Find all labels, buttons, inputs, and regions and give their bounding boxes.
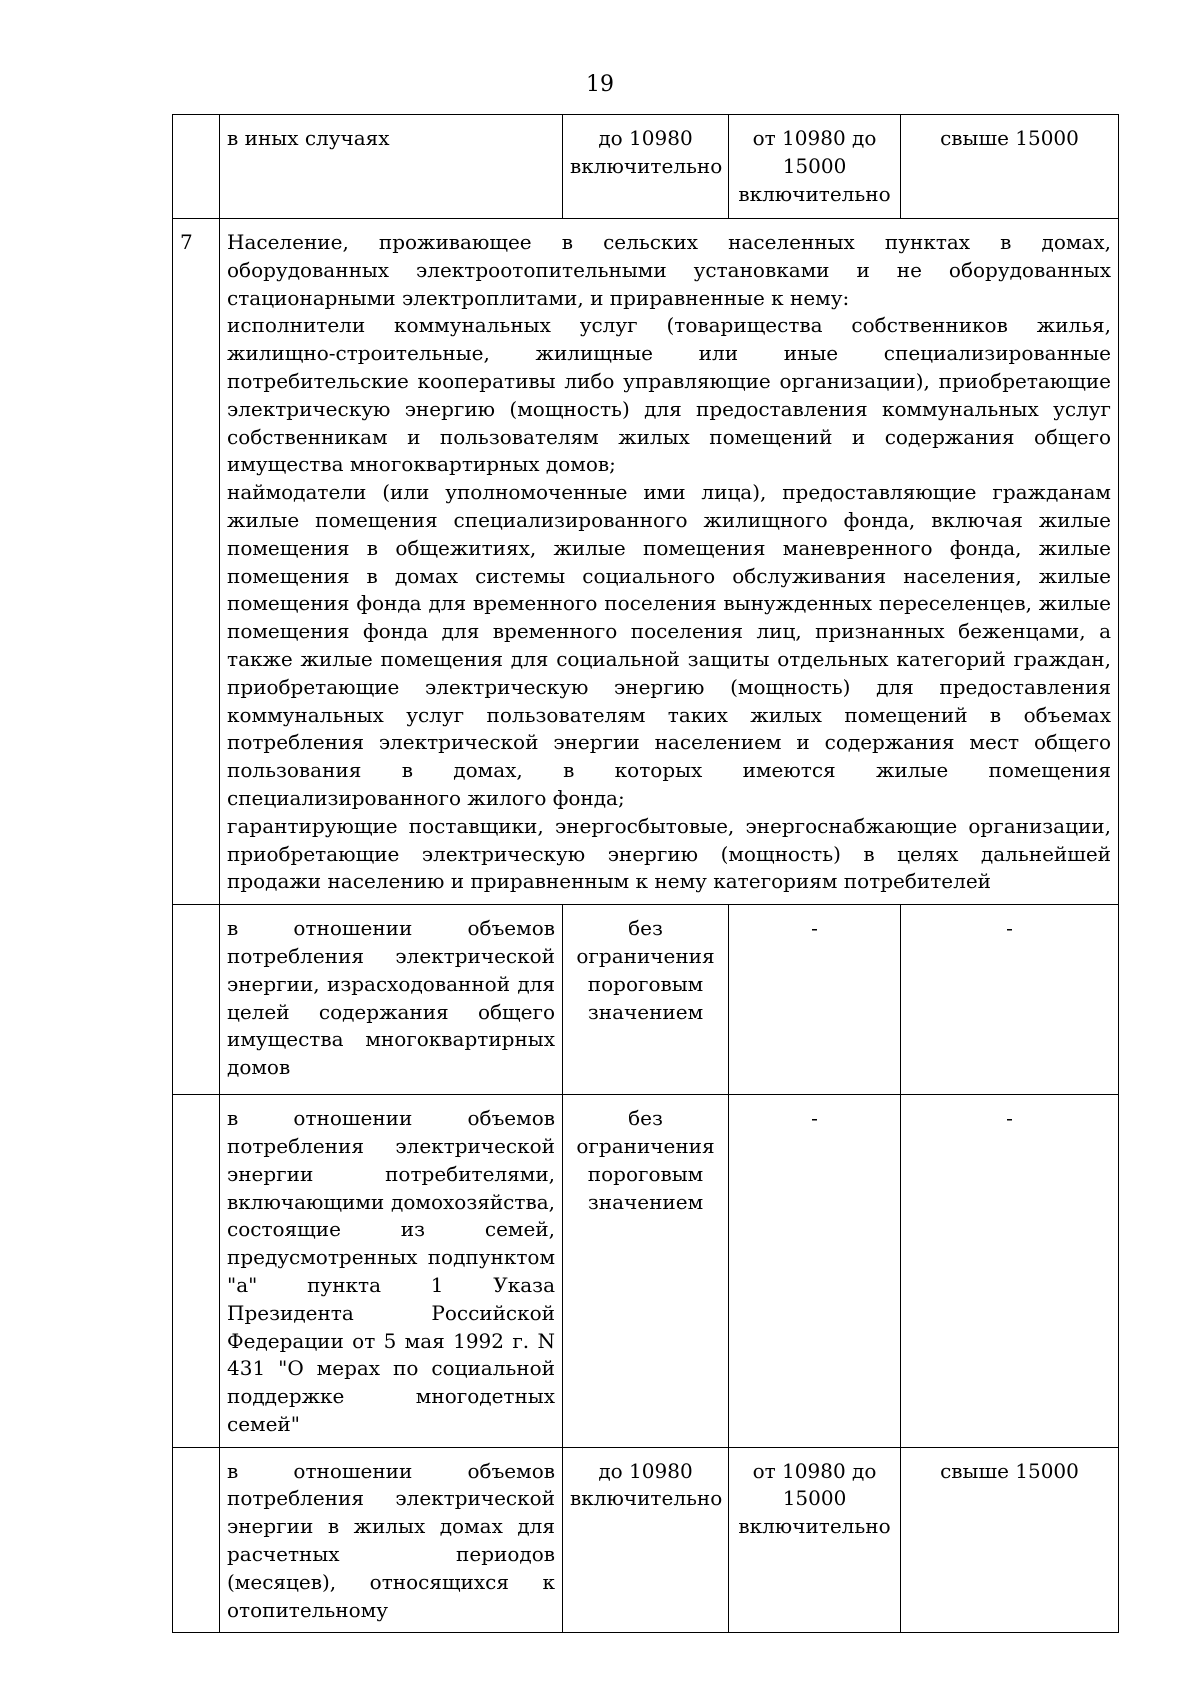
range-high-cell: свыше 15000: [901, 1447, 1119, 1633]
table-row-other-cases: [173, 115, 1119, 219]
group-number-cell: 7: [173, 219, 220, 905]
range-high-cell: -: [901, 905, 1119, 1095]
row-number-cell: [173, 905, 220, 1095]
table-row-large-families: [173, 1095, 1119, 1448]
group-7-paragraph: исполнители коммунальных услуг (товарищества собственников жилья, жилищно-строительные, жилищные или иные специализированные потребительские кооперативы либо управляющие организации), приобретающие электрическую энергию (мощность) для предоставления коммунальных услуг собственникам и пользователям жилых помещений и содержания общего имущества многоквартирных домов;: [227, 313, 1111, 477]
row-label-heating-period: в отношении объемов потребления электрической энергии в жилых домах для расчетных периодов (месяцев), относящихся к отопительному: [220, 1447, 563, 1633]
page-number: 19: [586, 72, 614, 97]
group-7-paragraph: гарантирующие поставщики, энергосбытовые, энергоснабжающие организации, приобретающие электрическую энергию (мощность) в целях дальнейшей продажи населению и приравненным к нему категориям потребителей: [227, 813, 1111, 894]
range-high-cell: -: [901, 1095, 1119, 1448]
table-row-common-property: [173, 905, 1119, 1095]
tariff-threshold-table: [172, 114, 1119, 1633]
table-row-heating-period: [173, 1447, 1119, 1633]
range-mid-cell: -: [729, 905, 901, 1095]
range-mid-cell: от 10980 до 15000 включительно: [729, 115, 901, 219]
range-low-cell: до 10980 включительно: [563, 115, 729, 219]
row-label-large-families: в отношении объемов потребления электрической энергии потребителями, включающими домохозяйства, состоящие из семей, предусмотренных подпунктом "а" пункта 1 Указа Президента Российской Федерации от 5 мая 1992 г. N 431 "О мерах по социальной поддержке многодетных семей": [220, 1095, 563, 1448]
row-number-cell: [173, 115, 220, 219]
range-low-cell: до 10980 включительно: [563, 1447, 729, 1633]
table-row-group-7: [173, 219, 1119, 905]
range-low-cell: без ограничения пороговым значением: [563, 905, 729, 1095]
row-number-cell: [173, 1095, 220, 1448]
group-7-paragraph: наймодатели (или уполномоченные ими лица), предоставляющие гражданам жилые помещения специализированного жилищного фонда, включая жилые помещения в общежитиях, жилые помещения маневренного фонда, жилые помещения в домах системы социального обслуживания населения, жилые помещения фонда для временного поселения вынужденных переселенцев, жилые помещения фонда для временного поселения лиц, признанных беженцами, а также жилые помещения для социальной защиты отдельных категорий граждан, приобретающие электрическую энергию (мощность) для предоставления коммунальных услуг пользователям таких жилых помещений в объемах потребления электрической энергии населением и содержания мест общего пользования в домах, в которых имеются жилые помещения специализированного жилого фонда;: [227, 480, 1111, 810]
range-mid-cell: от 10980 до 15000 включительно: [729, 1447, 901, 1633]
range-low-cell: без ограничения пороговым значением: [563, 1095, 729, 1448]
row-label-other-cases: в иных случаях: [220, 115, 563, 219]
group-7-paragraph: Население, проживающее в сельских населенных пунктах в домах, оборудованных электроотопительными установками и не оборудованных стационарными электроплитами, и приравненные к нему:: [227, 230, 1111, 310]
row-number-cell: [173, 1447, 220, 1633]
range-high-cell: свыше 15000: [901, 115, 1119, 219]
range-mid-cell: -: [729, 1095, 901, 1448]
row-label-common-property: в отношении объемов потребления электрической энергии, израсходованной для целей содержания общего имущества многоквартирных домов: [220, 905, 563, 1095]
group-7-description: [220, 219, 1119, 905]
